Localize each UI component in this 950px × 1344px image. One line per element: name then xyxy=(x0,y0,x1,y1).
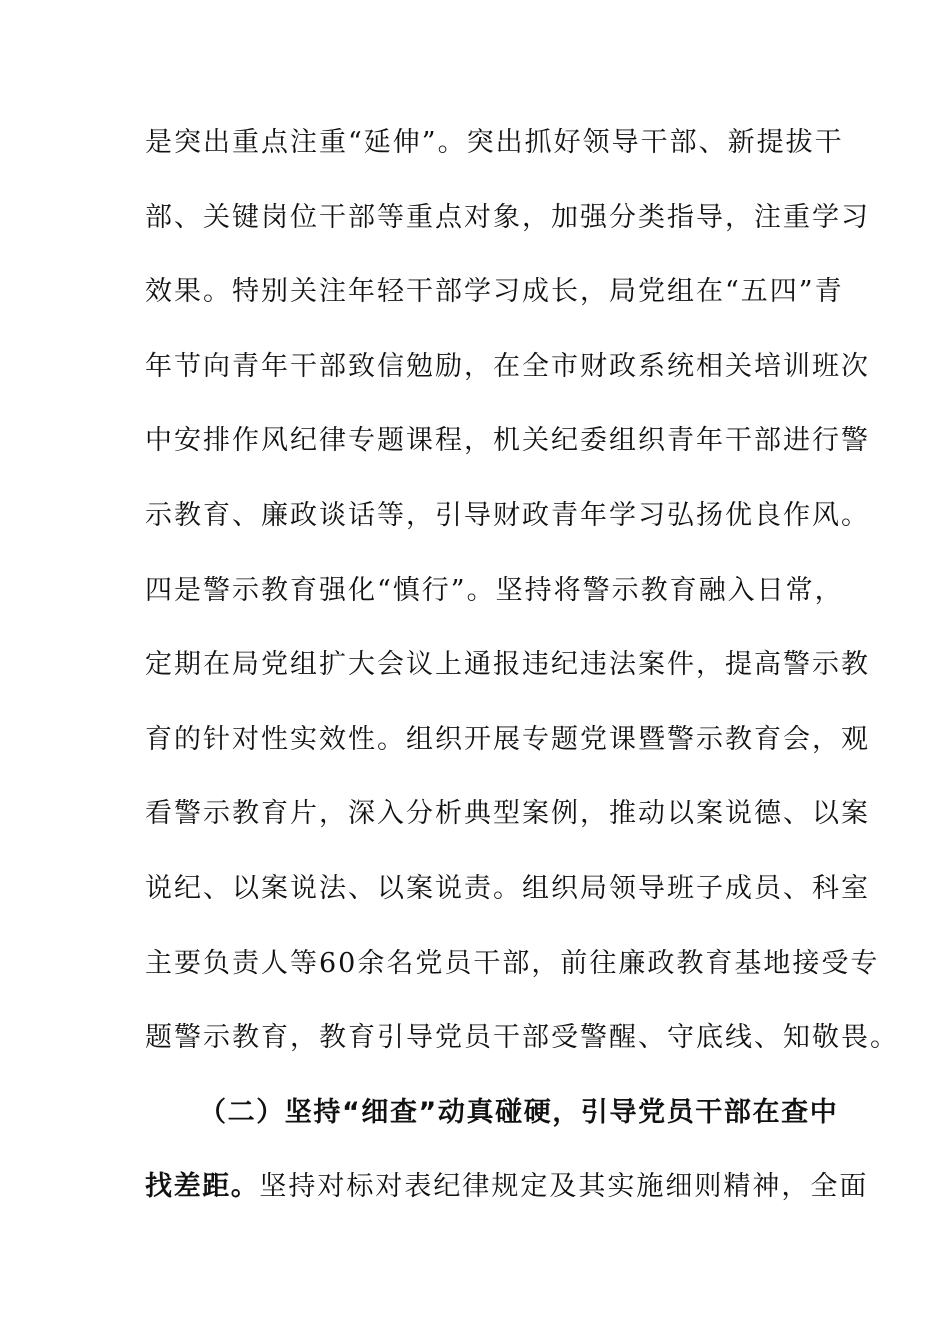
paragraph-line: 中安排作风纪律专题课程，机关纪委组织青年干部进行警 xyxy=(145,425,870,457)
section-heading-continuation xyxy=(145,1162,869,1237)
section-heading: （二）坚持“细查”动真碰硬，引导党员干部在查中 xyxy=(199,1096,839,1128)
paragraph-line: 说纪、以案说法、以案说责。组织局领导班子成员、科室 xyxy=(145,872,870,904)
paragraph-line: 看警示教育片，深入分析典型案例，推动以案说德、以案 xyxy=(145,798,870,830)
paragraph-line: 四是警示教育强化“慎行”。坚持将警示教育融入日常， xyxy=(145,574,844,606)
paragraph-line: 定期在局党组扩大会议上通报违纪违法案件，提高警示教 xyxy=(145,649,870,681)
paragraph-line: 年节向青年干部致信勉励，在全市财政系统相关培训班次 xyxy=(145,350,870,382)
paragraph-line: 示教育、廉政谈话等，引导财政青年学习弘扬优良作风。 xyxy=(145,499,870,531)
paragraph-line: 育的针对性实效性。组织开展专题党课暨警示教育会，观 xyxy=(145,723,870,755)
paragraph-line: 部、关键岗位干部等重点对象，加强分类指导，注重学习 xyxy=(145,201,870,233)
paragraph-line: 题警示教育，教育引导党员干部受警醒、守底线、知敬畏。 xyxy=(145,1022,899,1054)
paragraph-line: 主要负责人等60余名党员干部，前往廉政教育基地接受专 xyxy=(145,947,880,979)
document-body xyxy=(145,118,899,1237)
paragraph-line: 是突出重点注重“延伸”。突出抓好领导干部、新提拔干 xyxy=(145,127,844,158)
paragraph-line: 效果。特别关注年轻干部学习成长，局党组在“五四”青 xyxy=(145,276,844,308)
section-heading-tail: 找差距。 xyxy=(145,1171,260,1203)
paragraph-text: 坚持对标对表纪律规定及其实施细则精神，全面 xyxy=(259,1171,869,1203)
